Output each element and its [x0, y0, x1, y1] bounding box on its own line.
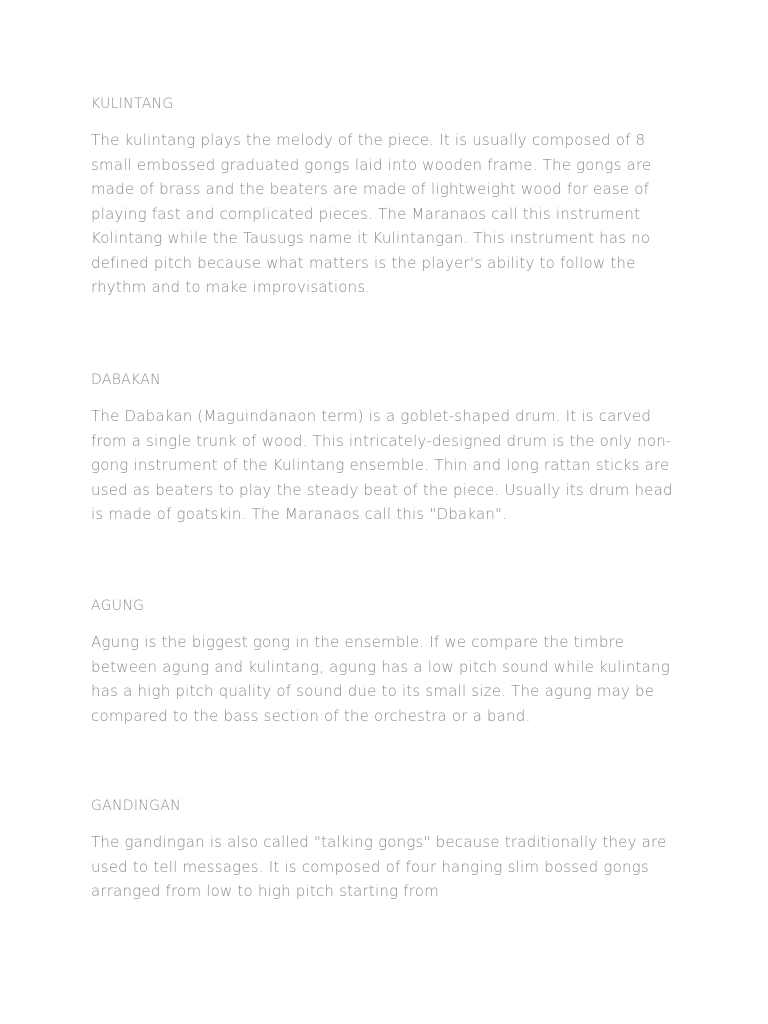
- section-heading: KULINTANG: [91, 96, 174, 112]
- section-paragraph: Agung is the biggest gong in the ensemble. If we compare the timbre between agung and kulintang, agung has a low pitch sound while kulintang has a high pitch quality of sound due to its small size. The agung may be compared to the bass section of the orchestra or a band.: [91, 633, 670, 725]
- section-dabakan: [91, 370, 681, 527]
- section-heading: DABAKAN: [91, 372, 161, 388]
- section-heading: GANDINGAN: [91, 798, 181, 814]
- section-kulintang: [91, 94, 681, 300]
- section-agung: [91, 596, 681, 728]
- section-paragraph: The kulintang plays the melody of the piece. It is usually composed of 8 small embossed graduated gongs laid into wooden frame. The gongs are made of brass and the beaters are made of lightweight wood for ease of playing fast and complicated pieces. The Maranaos call this instrument Kolintang while the Tausugs name it Kulintangan. This instrument has no defined pitch because what matters is the player's ability to follow the rhythm and to make improvisations.: [91, 131, 652, 296]
- section-gandingan: [91, 796, 681, 904]
- section-paragraph: The Dabakan (Maguindanaon term) is a goblet-shaped drum. It is carved from a single trunk of wood. This intricately-designed drum is the only non-gong instrument of the Kulintang ensemble. Thin and long rattan sticks are used as beaters to play the steady beat of the piece. Usually its drum head is made of goatskin. The Maranaos call this "Dbakan".: [91, 407, 673, 523]
- section-heading: AGUNG: [91, 598, 145, 614]
- section-paragraph: The gandingan is also called "talking gongs" because traditionally they are used to tell messages. It is composed of four hanging slim bossed gongs arranged from low to high pitch starting from: [91, 833, 667, 900]
